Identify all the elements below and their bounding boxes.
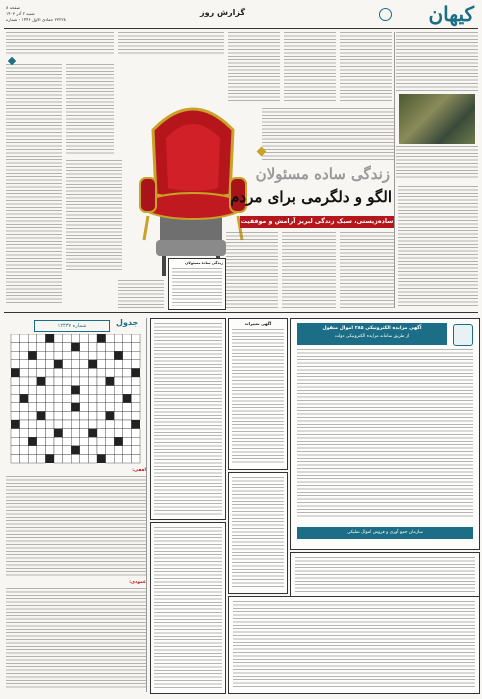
crossword-cell[interactable] <box>20 429 29 438</box>
crossword-cell[interactable] <box>45 429 54 438</box>
crossword-cell[interactable] <box>97 446 106 455</box>
crossword-cell[interactable] <box>106 437 115 446</box>
crossword-cell[interactable] <box>63 411 72 420</box>
crossword-cell[interactable] <box>20 454 29 463</box>
crossword-cell[interactable] <box>20 343 29 352</box>
crossword-cell <box>37 411 46 420</box>
crossword-cell[interactable] <box>45 437 54 446</box>
small-ad-5 <box>290 552 480 598</box>
crossword-cell[interactable] <box>114 343 123 352</box>
crossword-cell[interactable] <box>71 454 80 463</box>
crossword-cell <box>11 368 20 377</box>
page-number: صفحه ۸ <box>6 5 21 10</box>
small-ad-3-body <box>154 323 222 515</box>
masthead-rule <box>4 28 478 29</box>
crossword-cell[interactable] <box>88 420 97 429</box>
feature-column-1 <box>340 232 394 308</box>
crossword-cell <box>106 411 115 420</box>
crossword-cell[interactable] <box>63 386 72 395</box>
crossword-cell[interactable] <box>11 334 20 343</box>
crossword-cell[interactable] <box>11 411 20 420</box>
crossword-cell[interactable] <box>97 386 106 395</box>
crossword-cell[interactable] <box>106 454 115 463</box>
crossword-cell[interactable] <box>123 454 132 463</box>
crossword-cell[interactable] <box>28 446 37 455</box>
crossword-cell[interactable] <box>131 343 140 352</box>
crossword-cell[interactable] <box>88 386 97 395</box>
crossword-cell[interactable] <box>80 420 89 429</box>
crossword-cell[interactable] <box>123 360 132 369</box>
crossword-cell[interactable] <box>131 403 140 412</box>
crossword-cell[interactable] <box>80 360 89 369</box>
crossword-cell[interactable] <box>63 403 72 412</box>
crossword-cell[interactable] <box>54 446 63 455</box>
crossword-cell[interactable] <box>97 368 106 377</box>
crossword-cell[interactable] <box>88 446 97 455</box>
masthead <box>0 0 482 32</box>
crossword-cell[interactable] <box>28 360 37 369</box>
crossword-cell[interactable] <box>45 360 54 369</box>
crossword-cell <box>45 334 54 343</box>
crossword-cell[interactable] <box>114 334 123 343</box>
crossword-cell[interactable] <box>54 377 63 386</box>
crossword-cell[interactable] <box>45 420 54 429</box>
crossword-cell[interactable] <box>28 377 37 386</box>
crossword-cell[interactable] <box>123 403 132 412</box>
crossword-cell[interactable] <box>131 411 140 420</box>
article-column-5 <box>6 32 114 56</box>
crossword-cell[interactable] <box>54 437 63 446</box>
crossword-cell[interactable] <box>97 377 106 386</box>
crossword-cell[interactable] <box>106 446 115 455</box>
sidebar-photo <box>399 94 475 144</box>
tender-body <box>297 349 473 519</box>
crossword-cell <box>45 454 54 463</box>
crossword-cell[interactable] <box>45 377 54 386</box>
tender-logo-icon <box>453 324 473 346</box>
crossword-cell[interactable] <box>63 368 72 377</box>
crossword-cell[interactable] <box>88 437 97 446</box>
crossword-cell[interactable] <box>71 368 80 377</box>
small-ad-1 <box>228 318 288 470</box>
crossword-cell <box>97 454 106 463</box>
crossword-cell <box>71 403 80 412</box>
across-label: افقی: <box>132 468 146 473</box>
crossword-cell[interactable] <box>11 394 20 403</box>
crossword-cell[interactable] <box>80 403 89 412</box>
crossword-cell[interactable] <box>71 377 80 386</box>
feature-column-2 <box>282 232 336 308</box>
crossword-cell <box>131 420 140 429</box>
crossword-cell[interactable] <box>11 437 20 446</box>
crossword-cell[interactable] <box>63 351 72 360</box>
crossword-cell[interactable] <box>71 429 80 438</box>
crossword-cell[interactable] <box>63 446 72 455</box>
crossword-cell[interactable] <box>131 394 140 403</box>
crossword-cell[interactable] <box>80 343 89 352</box>
crossword-cell[interactable] <box>123 386 132 395</box>
crossword-cell[interactable] <box>114 411 123 420</box>
crossword-cell[interactable] <box>54 403 63 412</box>
crossword-cell[interactable] <box>106 386 115 395</box>
crossword-cell[interactable] <box>114 394 123 403</box>
crossword-cell <box>28 437 37 446</box>
crossword-cell[interactable] <box>97 394 106 403</box>
crossword-cell[interactable] <box>97 420 106 429</box>
crossword-cell[interactable] <box>80 334 89 343</box>
small-ad-6-body <box>233 601 475 689</box>
crossword-cell[interactable] <box>45 446 54 455</box>
crossword-cell[interactable] <box>20 437 29 446</box>
sidebar-text <box>396 32 478 92</box>
crossword-cell[interactable] <box>28 420 37 429</box>
crossword-cell[interactable] <box>71 334 80 343</box>
crossword-panel <box>6 318 146 692</box>
crossword-cell[interactable] <box>28 411 37 420</box>
crossword-cell[interactable] <box>54 351 63 360</box>
crossword-cell[interactable] <box>28 334 37 343</box>
crossword-cell[interactable] <box>80 429 89 438</box>
crossword-cell[interactable] <box>37 454 46 463</box>
crossword-cell[interactable] <box>28 454 37 463</box>
crossword-cell <box>114 437 123 446</box>
crossword-cell[interactable] <box>11 454 20 463</box>
crossword-cell[interactable] <box>123 437 132 446</box>
crossword-cell[interactable] <box>123 446 132 455</box>
feature-column-left <box>118 280 164 308</box>
crossword-cell <box>97 334 106 343</box>
crossword-cell[interactable] <box>37 429 46 438</box>
small-ad-title: آگهی تغییرات <box>244 321 272 326</box>
feature-subhead: ساده‌زیستی، سبک زندگی لبریز آرامش و موفقیت <box>240 216 394 228</box>
crossword-cell[interactable] <box>114 429 123 438</box>
crossword-cell[interactable] <box>88 343 97 352</box>
tender-bottom-banner: سازمان جمع آوری و فروش اموال تملیکی <box>297 527 473 539</box>
crossword-cell[interactable] <box>131 351 140 360</box>
crossword-cell[interactable] <box>45 351 54 360</box>
crossword-cell[interactable] <box>28 343 37 352</box>
article-column-left <box>6 64 62 304</box>
crossword-cell[interactable] <box>63 343 72 352</box>
crossword-cell[interactable] <box>37 403 46 412</box>
crossword-cell[interactable] <box>11 377 20 386</box>
small-ad-4-body <box>154 527 222 689</box>
crossword-cell[interactable] <box>11 343 20 352</box>
crossword-cell[interactable] <box>123 420 132 429</box>
crossword-cell[interactable] <box>88 411 97 420</box>
feature-caption-box <box>168 258 226 310</box>
feature-headline-2: الگو و دلگرمی برای مردم <box>230 188 392 206</box>
crossword-cell[interactable] <box>54 420 63 429</box>
section-title: گزارش روز <box>200 8 245 17</box>
crossword-cell[interactable] <box>114 420 123 429</box>
crossword-cell[interactable] <box>80 411 89 420</box>
crossword-cell[interactable] <box>37 334 46 343</box>
crossword-cell[interactable] <box>131 377 140 386</box>
logo-emblem-icon <box>379 8 392 21</box>
crossword-cell <box>131 368 140 377</box>
crossword-cell[interactable] <box>11 386 20 395</box>
crossword-cell[interactable] <box>20 386 29 395</box>
crossword-cell[interactable] <box>63 420 72 429</box>
feature-column-3 <box>226 232 278 308</box>
crossword-cell <box>71 446 80 455</box>
crossword-cell[interactable] <box>20 368 29 377</box>
crossword-cell <box>37 377 46 386</box>
crossword-number: شماره ۱۲۴۳۷ <box>34 320 110 332</box>
crossword-cell[interactable] <box>106 403 115 412</box>
small-ad-2-body <box>232 477 284 589</box>
crossword-cell[interactable] <box>88 368 97 377</box>
column-rule <box>394 32 395 308</box>
crossword-cell[interactable] <box>63 429 72 438</box>
crossword-cell[interactable] <box>20 446 29 455</box>
crossword-cell[interactable] <box>71 420 80 429</box>
crossword-cell <box>123 394 132 403</box>
crossword-cell[interactable] <box>37 368 46 377</box>
crossword-cell[interactable] <box>45 411 54 420</box>
small-ad-4 <box>150 522 226 694</box>
crossword-cell[interactable] <box>11 403 20 412</box>
crossword-cell[interactable] <box>88 334 97 343</box>
crossword-cell[interactable] <box>45 394 54 403</box>
article-column-1 <box>340 32 392 102</box>
small-ad-3 <box>150 318 226 520</box>
crossword-cell[interactable] <box>28 386 37 395</box>
crossword-cell[interactable] <box>97 360 106 369</box>
crossword-cell[interactable] <box>54 343 63 352</box>
crossword-cell[interactable] <box>88 394 97 403</box>
tender-ad <box>290 318 480 550</box>
crossword-cell[interactable] <box>54 454 63 463</box>
crossword-cell[interactable] <box>20 403 29 412</box>
down-clues <box>6 588 146 688</box>
crossword-cell[interactable] <box>123 343 132 352</box>
crossword-cell[interactable] <box>131 429 140 438</box>
crossword-cell[interactable] <box>37 437 46 446</box>
crossword-cell[interactable] <box>37 394 46 403</box>
issue-line: ۲۳۲۲۸ جمادی الاول ۱۴۴۶ - شماره <box>6 17 66 22</box>
crossword-cell[interactable] <box>114 454 123 463</box>
crossword-cell[interactable] <box>123 411 132 420</box>
crossword-cell <box>20 394 29 403</box>
feature-intro-text <box>66 160 122 270</box>
crossword-cell[interactable] <box>80 446 89 455</box>
small-ad-body <box>232 329 284 465</box>
article-column-4 <box>118 32 224 56</box>
crossword-cell[interactable] <box>80 377 89 386</box>
crossword-cell[interactable] <box>11 360 20 369</box>
column-rule <box>146 318 147 692</box>
crossword-cell[interactable] <box>71 360 80 369</box>
crossword-cell[interactable] <box>45 343 54 352</box>
crossword-cell <box>88 360 97 369</box>
crossword-cell[interactable] <box>54 411 63 420</box>
crossword-cell <box>54 429 63 438</box>
crossword-cell[interactable] <box>11 429 20 438</box>
crossword-cell[interactable] <box>63 360 72 369</box>
small-ad-2 <box>228 472 288 594</box>
crossword-cell[interactable] <box>20 360 29 369</box>
crossword-cell[interactable] <box>80 454 89 463</box>
crossword-cell[interactable] <box>28 429 37 438</box>
crossword-cell[interactable] <box>37 446 46 455</box>
crossword-cell[interactable] <box>28 403 37 412</box>
crossword-cell[interactable] <box>97 343 106 352</box>
crossword-cell[interactable] <box>97 411 106 420</box>
crossword-cell[interactable] <box>114 386 123 395</box>
crossword-cell[interactable] <box>45 368 54 377</box>
right-sidebar-lower <box>398 186 478 308</box>
crossword-cell[interactable] <box>20 377 29 386</box>
newspaper-logo: کیهان <box>428 2 474 26</box>
feature-headline-1: زندگی ساده مسئولان <box>255 165 390 183</box>
caption-lines <box>172 268 222 306</box>
crossword-cell[interactable] <box>88 403 97 412</box>
crossword-cell[interactable] <box>97 351 106 360</box>
across-clues <box>6 476 146 576</box>
crossword-cell <box>88 429 97 438</box>
crossword-cell[interactable] <box>28 368 37 377</box>
crossword-cell[interactable] <box>97 437 106 446</box>
sidebar-caption <box>396 146 478 178</box>
crossword-cell[interactable] <box>37 360 46 369</box>
crossword-cell[interactable] <box>106 360 115 369</box>
crossword-cell[interactable] <box>71 351 80 360</box>
crossword-grid[interactable] <box>6 334 146 464</box>
crossword-title: جدول <box>116 318 139 327</box>
crossword-cell[interactable] <box>45 403 54 412</box>
small-ad-6 <box>228 596 480 694</box>
crossword-cell[interactable] <box>20 420 29 429</box>
crossword-cell[interactable] <box>106 343 115 352</box>
crossword-cell[interactable] <box>63 437 72 446</box>
crossword-cell[interactable] <box>88 377 97 386</box>
sidebar-right <box>396 32 478 182</box>
crossword-cell[interactable] <box>123 429 132 438</box>
section-divider <box>4 312 478 313</box>
crossword-cell[interactable] <box>80 386 89 395</box>
small-ad-5-body <box>295 557 475 593</box>
tender-title: آگهی مزایده الکترونیکی ۲۸۵ اموال منقول <box>322 326 422 331</box>
crossword-cell[interactable] <box>71 437 80 446</box>
crossword-cell[interactable] <box>80 351 89 360</box>
crossword-cell[interactable] <box>114 368 123 377</box>
crossword-cell[interactable] <box>54 386 63 395</box>
crossword-cell[interactable] <box>37 351 46 360</box>
crossword-cell[interactable] <box>131 360 140 369</box>
crossword-cell[interactable] <box>63 394 72 403</box>
crossword-cell[interactable] <box>54 334 63 343</box>
crossword-cell[interactable] <box>114 446 123 455</box>
crossword-cell[interactable] <box>63 454 72 463</box>
crossword-cell <box>71 343 80 352</box>
crossword-cell <box>28 351 37 360</box>
crossword-cell[interactable] <box>37 386 46 395</box>
crossword-cell[interactable] <box>11 351 20 360</box>
crossword-cell[interactable] <box>106 394 115 403</box>
crossword-cell[interactable] <box>131 446 140 455</box>
crossword-cell[interactable] <box>88 454 97 463</box>
intro-block <box>262 108 394 160</box>
crossword-cell[interactable] <box>131 454 140 463</box>
crossword-cell[interactable] <box>20 411 29 420</box>
tender-subtitle: از طریق سامانه مزایده الکترونیکی دولت <box>334 334 410 339</box>
crossword-cell[interactable] <box>123 351 132 360</box>
crossword-cell <box>11 420 20 429</box>
down-label: عمودی: <box>129 580 146 585</box>
crossword-cell[interactable] <box>131 386 140 395</box>
crossword-cell[interactable] <box>114 377 123 386</box>
crossword-cell[interactable] <box>114 360 123 369</box>
crossword-cell[interactable] <box>123 368 132 377</box>
caption-title: زندگی ساده مسئولان <box>185 261 223 265</box>
crossword-cell[interactable] <box>54 368 63 377</box>
crossword-cell[interactable] <box>106 334 115 343</box>
crossword-cell[interactable] <box>97 429 106 438</box>
crossword-cell <box>71 386 80 395</box>
crossword-cell[interactable] <box>37 420 46 429</box>
crossword-cell[interactable] <box>71 411 80 420</box>
crossword-cell[interactable] <box>71 394 80 403</box>
crossword-cell[interactable] <box>63 377 72 386</box>
crossword-cell[interactable] <box>106 429 115 438</box>
crossword-cell[interactable] <box>131 334 140 343</box>
crossword-cell[interactable] <box>80 437 89 446</box>
crossword-cell[interactable] <box>123 334 132 343</box>
crossword-cell <box>54 360 63 369</box>
crossword-cell[interactable] <box>123 377 132 386</box>
crossword-cell[interactable] <box>106 368 115 377</box>
date-line: شنبه ۲ آذر ۱۴۰۳ <box>6 11 35 16</box>
crossword-cell <box>114 351 123 360</box>
crossword-cell[interactable] <box>106 351 115 360</box>
crossword-cell[interactable] <box>80 394 89 403</box>
crossword-cell[interactable] <box>131 437 140 446</box>
crossword-cell[interactable] <box>45 386 54 395</box>
crossword-cell[interactable] <box>54 394 63 403</box>
crossword-cell[interactable] <box>37 343 46 352</box>
crossword-cell[interactable] <box>20 334 29 343</box>
crossword-cell[interactable] <box>20 351 29 360</box>
crossword-cell[interactable] <box>28 394 37 403</box>
crossword-cell[interactable] <box>106 420 115 429</box>
article-column-2 <box>284 32 336 102</box>
crossword-cell[interactable] <box>88 351 97 360</box>
crossword-cell[interactable] <box>11 446 20 455</box>
article-column-left-2 <box>66 64 114 154</box>
crossword-cell[interactable] <box>63 334 72 343</box>
crossword-cell <box>106 377 115 386</box>
crossword-cell[interactable] <box>80 368 89 377</box>
crossword-cell[interactable] <box>97 403 106 412</box>
crossword-cell[interactable] <box>114 403 123 412</box>
